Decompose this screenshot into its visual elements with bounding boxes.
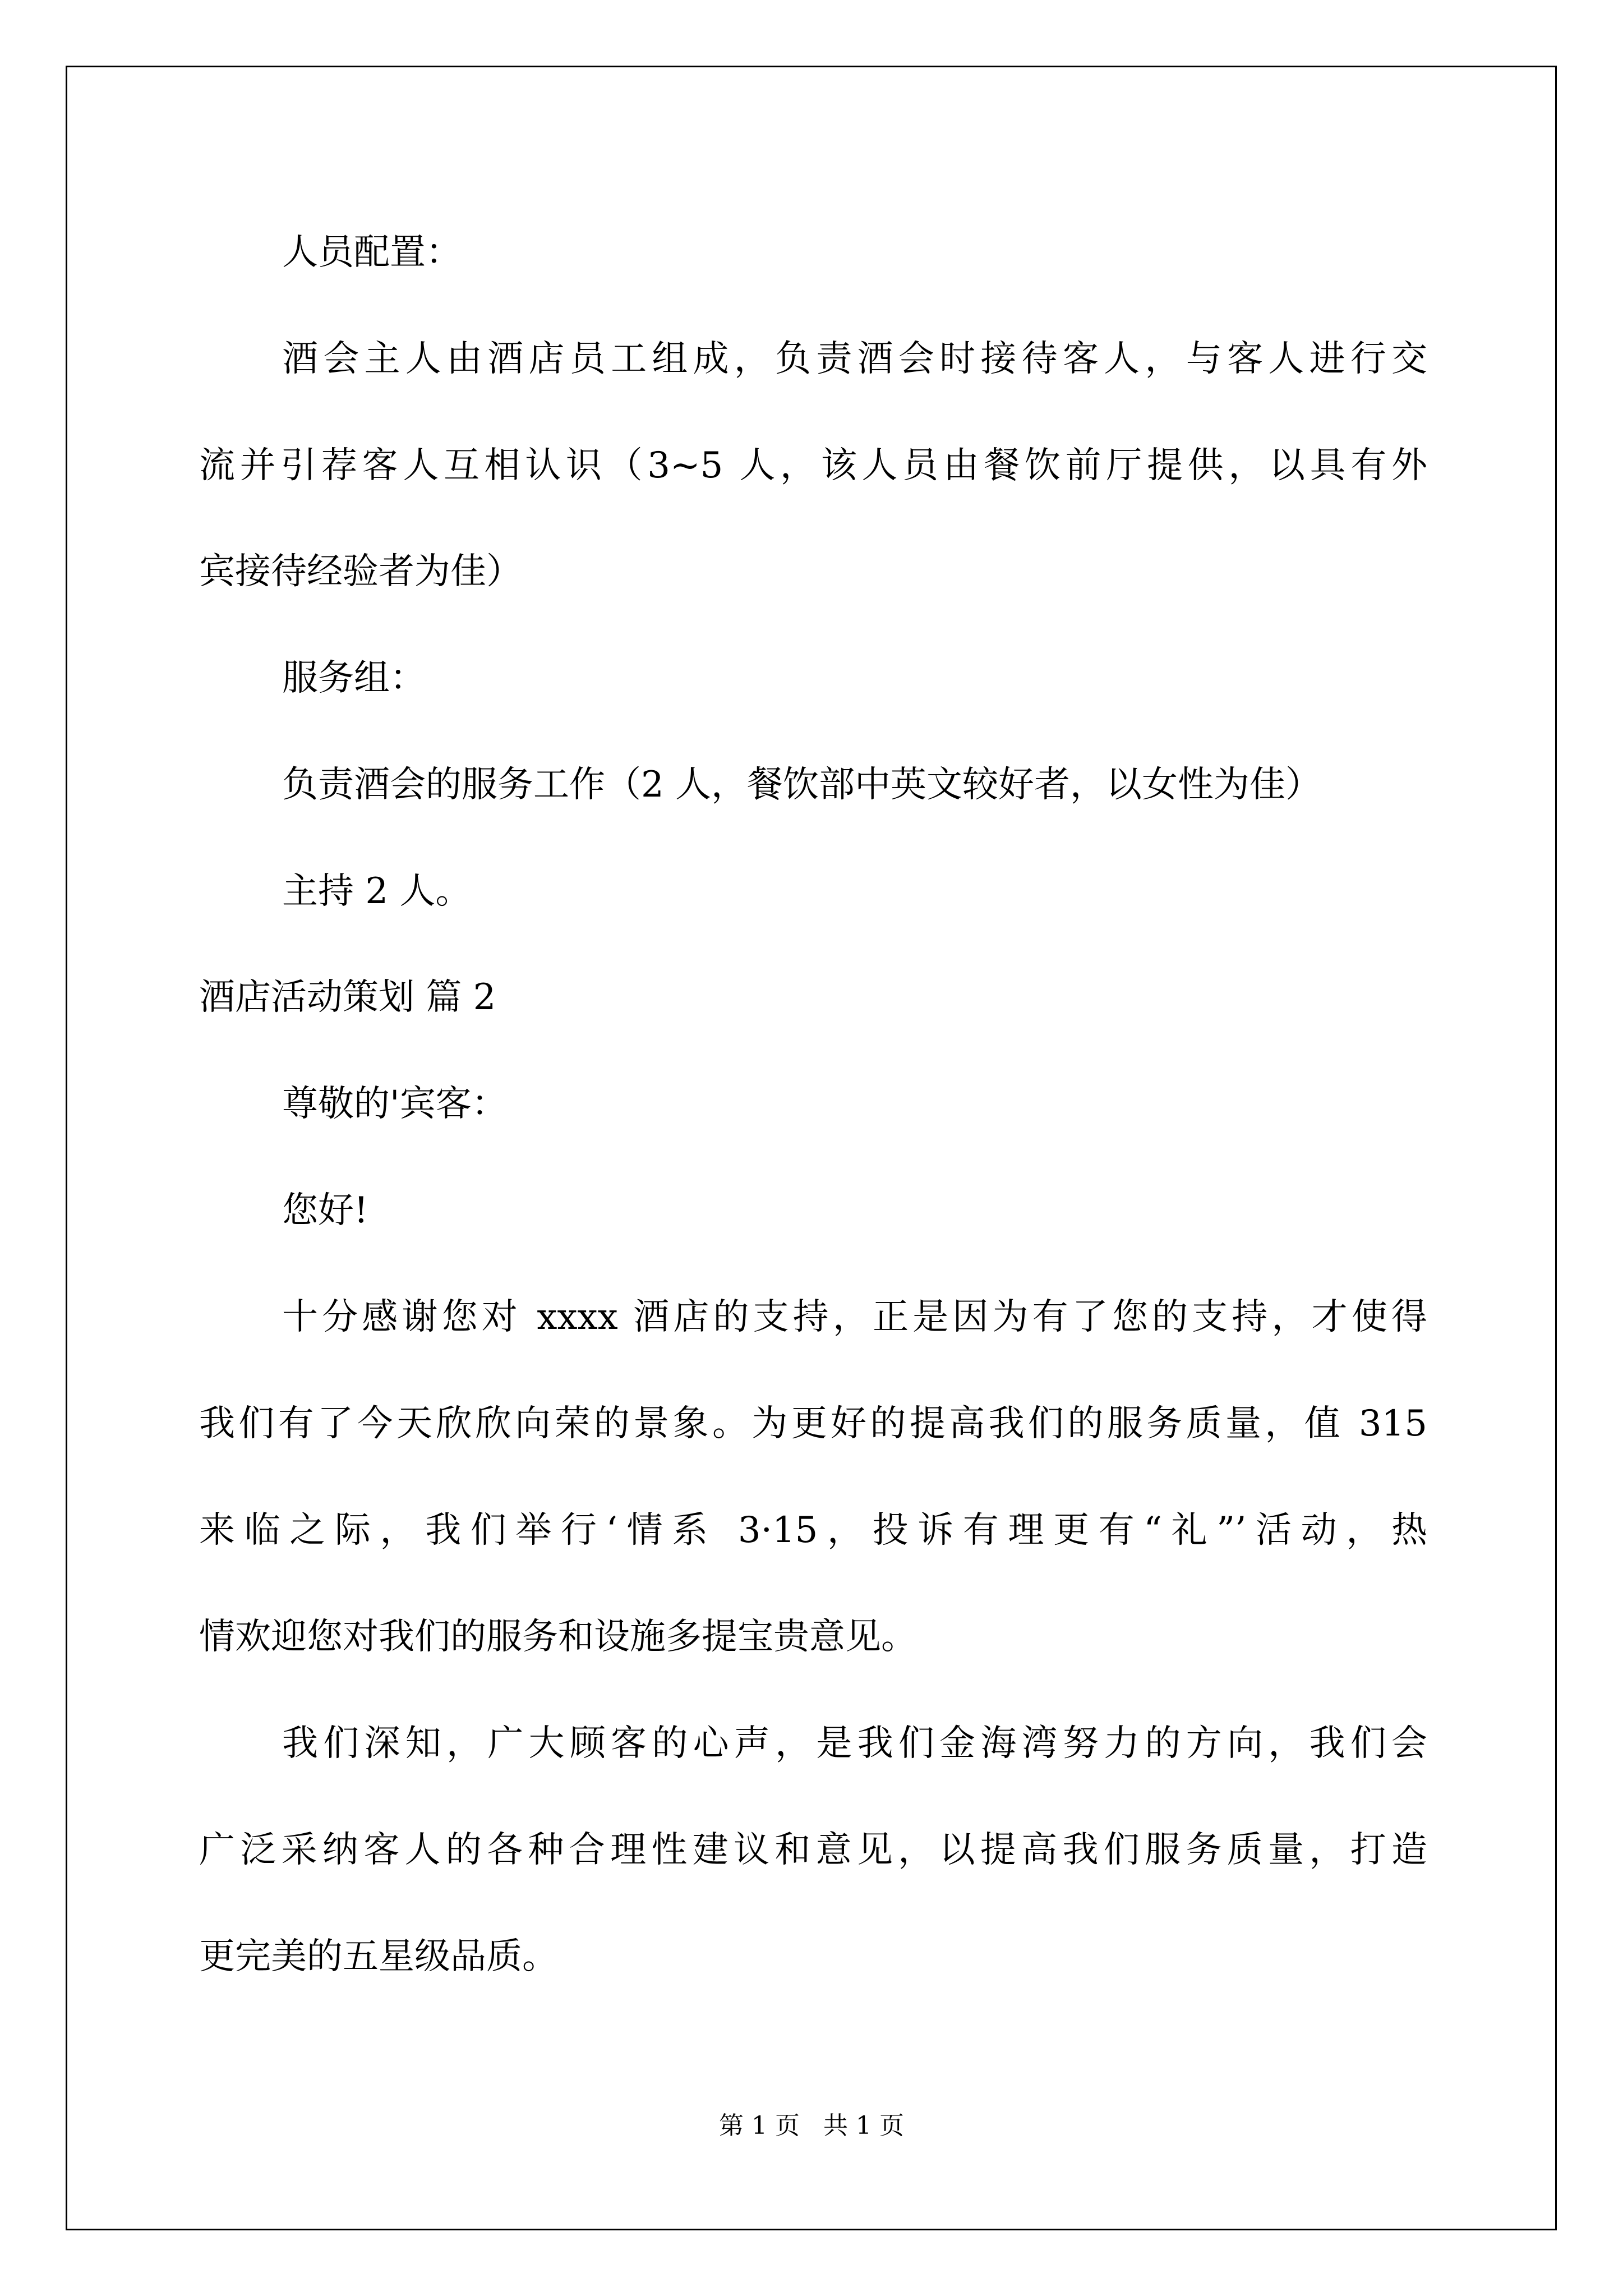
- paragraph-host-line-2: 流并引荐客人互相认识（3~5 人，该人员由餐饮前厅提供，以具有外: [199, 445, 1427, 486]
- letter-greeting: 您好!: [282, 1190, 368, 1231]
- page-border: [66, 66, 1557, 2230]
- paragraph-staffing-heading: 人员配置：: [282, 232, 462, 273]
- paragraph-service-heading: 服务组：: [282, 657, 426, 699]
- paragraph-host-count: 主持 2 人。: [282, 871, 472, 912]
- section-title: 酒店活动策划 篇 2: [199, 977, 496, 1018]
- letter-paragraph-2-line-2: 广泛采纳客人的各种合理性建议和意见，以提高我们服务质量，打造: [199, 1829, 1427, 1871]
- letter-paragraph-2-line-1: 我们深知，广大顾客的心声，是我们金海湾努力的方向，我们会: [282, 1723, 1427, 1764]
- letter-paragraph-1-line-2: 我们有了今天欣欣向荣的景象。为更好的提高我们的服务质量，值 315: [199, 1403, 1427, 1444]
- letter-paragraph-1-line-4: 情欢迎您对我们的服务和设施多提宝贵意见。: [199, 1616, 917, 1658]
- letter-salutation: 尊敬的'宾客：: [282, 1083, 508, 1125]
- letter-paragraph-2-line-3: 更完美的五星级品质。: [199, 1936, 558, 1977]
- paragraph-service-detail: 负责酒会的服务工作（2 人，餐饮部中英文较好者，以女性为佳）: [282, 764, 1322, 806]
- page-footer: 第 1 页 共 1 页: [719, 2111, 904, 2140]
- paragraph-host-line-3: 宾接待经验者为佳）: [199, 551, 522, 592]
- letter-paragraph-1-line-1: 十分感谢您对 xxxx 酒店的支持，正是因为有了您的支持，才使得: [282, 1296, 1427, 1338]
- paragraph-host-line-1: 酒会主人由酒店员工组成，负责酒会时接待客人，与客人进行交: [282, 338, 1427, 380]
- letter-paragraph-1-line-3: 来临之际，我们举行‘情系 3·15，投诉有理更有“礼”’活动，热: [199, 1510, 1427, 1551]
